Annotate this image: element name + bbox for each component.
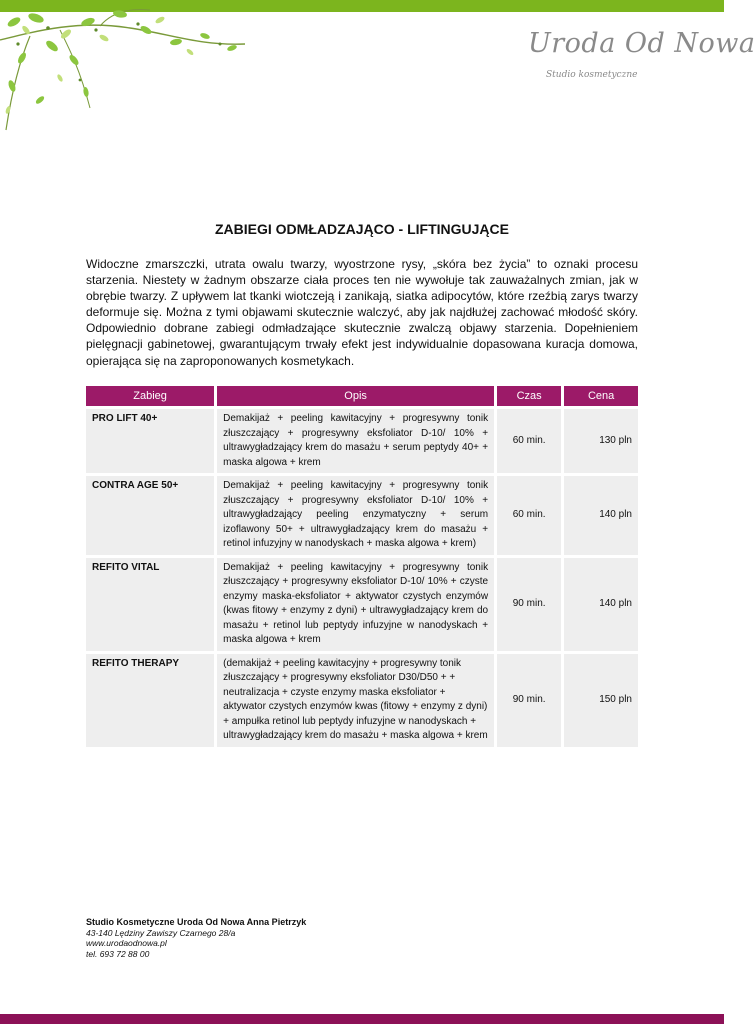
treatment-time: 90 min. [497, 654, 561, 747]
treatment-description: (demakijaż + peeling kawitacyjny + progresywny tonik złuszczający + progresywny eksfoliator D30/D50 + + neutralizacja + czyste enzymy maska eksfoliator + aktywator czystych enzymów kwas (fitowy + enzymy z dyni) + ampułka retinol lub peptydy infuzyjne w nanodyskach + ultrawygładzający krem do masażu + maska algowa + krem [217, 654, 494, 747]
table-row [86, 409, 638, 473]
page-title: ZABIEGI ODMŁADZAJĄCO - LIFTINGUJĄCE [215, 221, 509, 237]
treatment-time: 90 min. [497, 558, 561, 651]
footer-company: Studio Kosmetyczne Uroda Od Nowa Anna Pietrzyk [86, 917, 307, 927]
table-row [86, 476, 638, 555]
treatment-price: 140 pln [564, 558, 638, 651]
column-header-price: Cena [564, 386, 638, 406]
treatment-time: 60 min. [497, 409, 561, 473]
footer-phone: tel. 693 72 88 00 [86, 948, 150, 959]
treatment-name: PRO LIFT 40+ [86, 409, 214, 473]
column-header-description: Opis [217, 386, 494, 406]
footer-website-link[interactable]: www.urodaodnowa.pl [86, 938, 167, 949]
footer-contact [86, 917, 306, 959]
intro-paragraph: Widoczne zmarszczki, utrata owalu twarzy, wyostrzone rysy, „skóra bez życia” to oznaki procesu starzenia. Niestety w żadnym obszarze ciała proces ten nie wywołuje tak zauważalnych zmian, jak w obrębie twarzy. Z upływem lat tkanki wiotczeją i zanikają, siatka adipocytów, które rzeźbią zarys twarzy deformuje się. Można z tymi objawami skutecznie walczyć, aby jak najdłużej zachować młodość skóry. Odpowiednio dobrane zabiegi odmładzające skutecznie zwalczą objawy starzenia. Dopełnieniem pielęgnacji gabinetowej, gwarantującym trwały efekt jest indywidualnie dopasowana kuracja domowa, opierająca się na zaproponowanych kosmetykach. [86, 257, 638, 368]
leafy-branch-decoration [0, 0, 260, 140]
table-row [86, 654, 638, 747]
treatment-price: 130 pln [564, 409, 638, 473]
treatment-price: 140 pln [564, 476, 638, 555]
treatment-price: 150 pln [564, 654, 638, 747]
treatment-description: Demakijaż + peeling kawitacyjny + progresywny tonik złuszczający + progresywny eksfoliator D-10/ 10% + czyste enzymy maska-eksfoliator + aktywator czystych enzymów (kwas fitowy + enzymy z dyni) + ultrawygładzający krem do masażu + retinol lub peptydy infuzyjne w nanodyskach + maska algowa + krem [217, 558, 494, 651]
treatment-time: 60 min. [497, 476, 561, 555]
logo-subtitle: Studio kosmetyczne [546, 70, 638, 80]
treatment-name: REFITO VITAL [86, 558, 214, 651]
treatment-description: Demakijaż + peeling kawitacyjny + progresywny tonik złuszczający + progresywny eksfoliator D-10/ 10% + ultrawygładzający krem do masażu + serum peptydy 40+ + maska algowa + krem [217, 409, 494, 473]
treatment-name: REFITO THERAPY [86, 654, 214, 747]
logo-script-text: Uroda Od Nowa [528, 28, 755, 59]
studio-logo [520, 28, 755, 88]
column-header-time: Czas [497, 386, 561, 406]
treatment-price-table [83, 383, 641, 750]
bottom-accent-bar [0, 1014, 724, 1024]
treatment-name: CONTRA AGE 50+ [86, 476, 214, 555]
treatment-description: Demakijaż + peeling kawitacyjny + progresywny tonik złuszczający + progresywny eksfoliator D-10/ 10% + ultrawygładzający peeling enzymatyczny + serum izoflawony 50+ + ultrawygładzający krem do masażu + retinol infuzyjny w nanodyskach + maska algowa + krem) [217, 476, 494, 555]
table-header-row [86, 386, 638, 406]
footer-address: 43-140 Lędziny Zawiszy Czarnego 28/a [86, 927, 236, 938]
table-row [86, 558, 638, 651]
column-header-treatment: Zabieg [86, 386, 214, 406]
